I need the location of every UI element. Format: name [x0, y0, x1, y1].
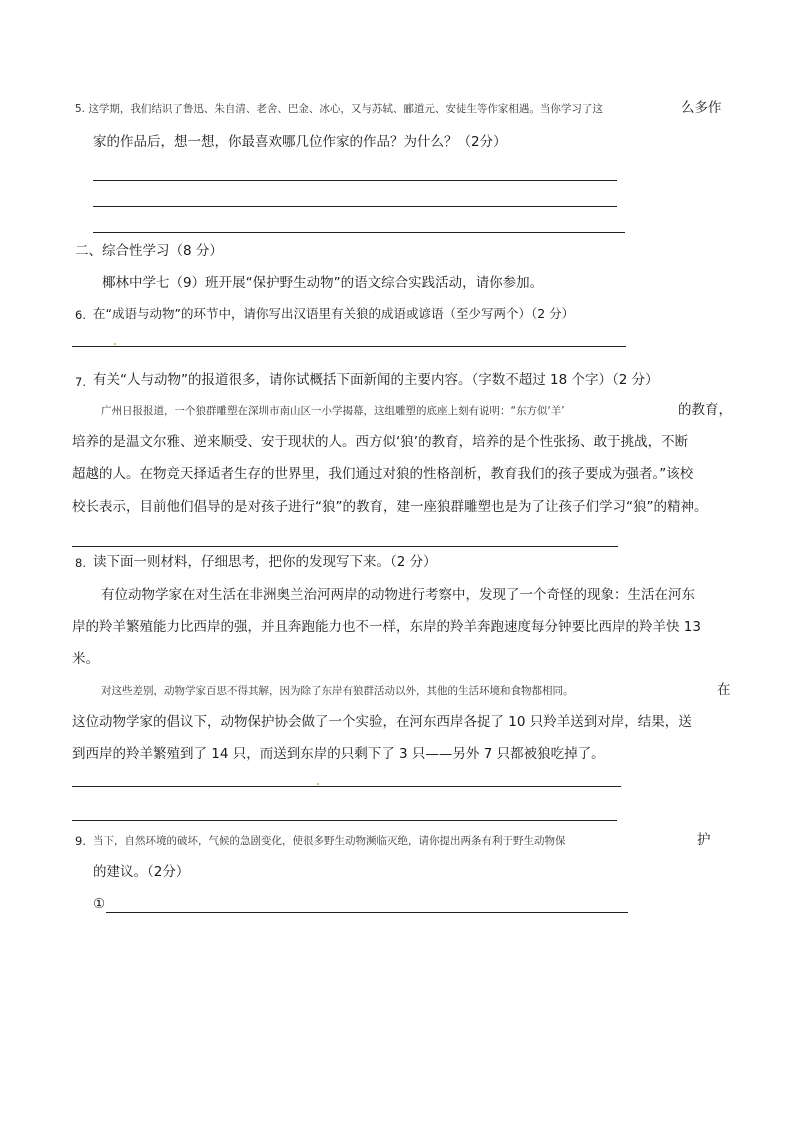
q8-text: 读下面一则材料，仔细思考，把你的发现写下来。（2 分）: [93, 554, 437, 570]
q8-para2-line3: 到西岸的羚羊繁殖到了 14 只，而送到东岸的只剩下了 3 只——另外 7 只都被狼吃掉了。: [72, 746, 605, 762]
q5-answer-line-2[interactable]: [93, 206, 617, 207]
q8-para1-line3: 米。: [72, 651, 99, 667]
q7-passage-line1: 广州日报报道，一个狼群雕塑在深圳市南山区一小学揭幕，这组雕塑的底座上刻有说明：“东方似‘羊’: [101, 405, 565, 417]
q9-text: 当下，自然环境的破坏，气候的急剧变化，使很多野生动物濒临灭绝，请你提出两条有利于野生动物保: [93, 835, 566, 847]
q9-number: 9.: [75, 834, 86, 848]
q7-passage-line1-tail: 的教育，: [678, 402, 732, 418]
q7-passage-line4: 校长表示，目前他们倡导的是对孩子进行“狼”的教育，建一座狼群雕塑也是为了让孩子们学习“狼”的精神。: [72, 499, 708, 515]
q7-answer-line[interactable]: [72, 546, 618, 547]
q8-para1-line1: 有位动物学家在对生活在非洲奥兰治河两岸的动物进行考察中，发现了一个奇怪的现象：生活在河东: [101, 587, 695, 603]
q7-passage-line2: 培养的是温文尔雅、逆来顺受、安于现状的人。西方似‘狼’的教育，培养的是个性张扬、敢于挑战，不断: [72, 434, 689, 450]
section-intro: 椰林中学七（9）班开展“保护野生动物”的语文综合实践活动，请你参加。: [102, 275, 544, 291]
q8-answer-line-2[interactable]: [72, 820, 617, 821]
q7-text: 有关“人与动物”的报道很多，请你试概括下面新闻的主要内容。（字数不超过 18 个字）（2 分）: [93, 372, 659, 388]
q6-number: 6.: [75, 308, 86, 322]
q5-answer-line-1[interactable]: [93, 180, 617, 181]
q5-line1: 5. 这学期，我们结识了鲁迅、朱自清、老舍、巴金、冰心，又与苏轼、郦道元、安徒生等作家相遇。当你学习了这: [75, 103, 603, 115]
q5-line2: 家的作品后，想一想，你最喜欢哪几位作家的作品？为什么？（2分）: [93, 134, 507, 150]
q8-answer-line-1[interactable]: [72, 786, 621, 787]
q9-text-tail: 护: [697, 832, 711, 848]
q7-number: 7.: [75, 375, 86, 389]
q9-answer-marker: ①: [93, 896, 106, 912]
q8-para1-line2: 岸的羚羊繁殖能力比西岸的强，并且奔跑能力也不一样，东岸的羚羊奔跑速度每分钟要比西岸的羚羊快 13: [72, 619, 701, 635]
q8-para2-line1-tail: 在: [717, 682, 731, 698]
q9-line2: 的建议。（2分）: [93, 864, 190, 880]
q5-line1-tail: 么多作: [681, 100, 722, 116]
q9-answer-line[interactable]: [106, 912, 628, 913]
q8-para2-line1: 对这些差别，动物学家百思不得其解，因为除了东岸有狼群活动以外，其他的生活环境和食物都相同。: [101, 685, 574, 697]
section-heading: 二、综合性学习（8 分）: [75, 243, 223, 259]
q7-passage-line3: 超越的人。在物竞天择适者生存的世界里，我们通过对狼的性格剖析，教育我们的孩子要成为强者。”该校: [72, 466, 694, 482]
q5-answer-line-3[interactable]: [93, 232, 625, 233]
q8-para2-line2: 这位动物学家的倡议下，动物保护协会做了一个实验，在河东西岸各捉了 10 只羚羊送到对岸，结果，送: [72, 714, 692, 730]
stray-mark: [317, 783, 319, 785]
stray-mark: [114, 343, 116, 345]
q6-answer-line[interactable]: [72, 346, 626, 347]
q6-text: 在“成语与动物”的环节中，请你写出汉语里有关狼的成语或谚语（至少写两个）（2 分）: [93, 306, 575, 321]
q8-number: 8.: [75, 556, 86, 570]
